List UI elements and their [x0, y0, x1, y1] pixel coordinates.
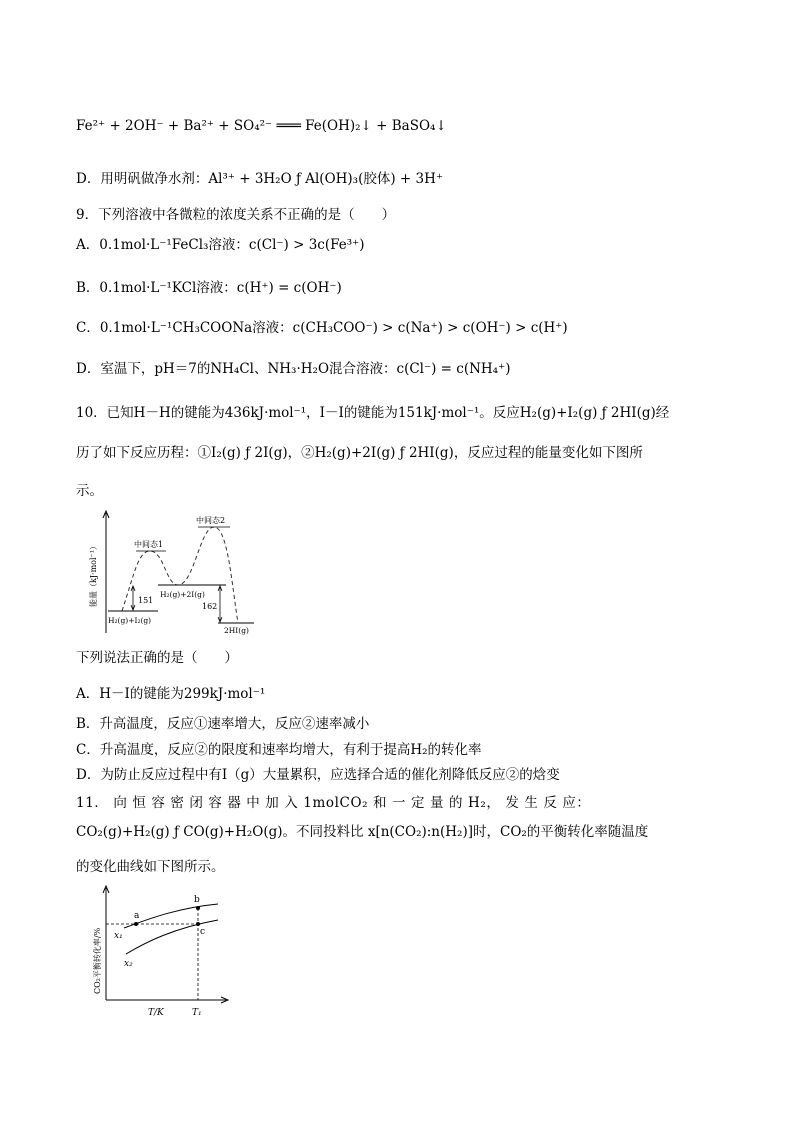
energy-diagram [86, 507, 256, 635]
label-product: 2HI(g) [224, 626, 249, 635]
line-q11-2: CO₂(g)+H₂(g) ƒ CO(g)+H₂O(g)。不同投料比 x[n(CO₂):n(H₂)]时，CO₂的平衡转化率随温度 [76, 824, 649, 840]
line-q9-a: A．0.1mol·L⁻¹FeCl₃溶液：c(Cl⁻) > 3c(Fe³⁺) [76, 237, 365, 253]
x-axis-label: T/K [148, 1008, 164, 1018]
line-q9: 9．下列溶液中各微粒的浓度关系不正确的是（ ） [76, 207, 396, 223]
label-reactant: H₂(g)+I₂(g) [108, 616, 152, 625]
line-q11-1: 11． 向 恒 容 密 闭 容 器 中 加 入 1molCO₂ 和 一 定 量 的 H₂， 发 生 反 应： [76, 795, 591, 811]
line-q9-b: B．0.1mol·L⁻¹KCl溶液：c(H⁺) = c(OH⁻) [76, 280, 342, 296]
label-x2: x₂ [124, 959, 133, 969]
label-b: b [194, 895, 200, 905]
line-q10-d: D．为防止反应过程中有I（g）大量累积，应选择合适的催化剂降低反应②的焓变 [76, 767, 560, 783]
line-q10-c: C．升高温度，反应②的限度和速率均增大，有利于提高H₂的转化率 [76, 742, 482, 758]
line-q9-d: D．室温下，pH＝7的NH₄Cl、NH₃·H₂O混合溶液：c(Cl⁻) = c(NH₄⁺) [76, 361, 511, 377]
point-c [196, 922, 200, 926]
conversion-chart [86, 882, 236, 1022]
label-c: c [200, 927, 206, 937]
curve-x2 [126, 920, 218, 954]
y-axis-label: CO₂平衡转化率/% [93, 927, 102, 994]
line-q10-b: B．升高温度，反应①速率增大，反应②速率减小 [76, 716, 370, 732]
y-axis-label: 能量（kJ·mol⁻¹） [89, 542, 98, 607]
label-a: a [134, 911, 140, 921]
line-q9-c: C．0.1mol·L⁻¹CH₃COONa溶液：c(CH₃COO⁻) > c(Na⁺) > c(OH⁻) > c(H⁺) [76, 320, 568, 336]
t1-label: T₁ [192, 1008, 202, 1018]
line-q10-1: 10．已知H－H的键能为436kJ·mol⁻¹，I－I的键能为151kJ·mol⁻¹。反应H₂(g)+I₂(g) ƒ 2HI(g)经 [76, 405, 670, 421]
line-q10-a: A．H－I的键能为299kJ·mol⁻¹ [76, 686, 266, 702]
line-eq-cont: Fe²⁺ + 2OH⁻ + Ba²⁺ + SO₄²⁻ ═══ Fe(OH)₂↓ + BaSO₄↓ [76, 118, 447, 134]
line-q8-d: D．用明矾做净水剂：Al³⁺ + 3H₂O ƒ Al(OH)₃(胶体) + 3H⁺ [76, 171, 444, 187]
line-q11-3: 的变化曲线如下图所示。 [76, 859, 225, 875]
label-x1: x₁ [114, 931, 123, 941]
line-q10-2: 历了如下反应历程：①I₂(g) ƒ 2I(g)，②H₂(g)+2I(g) ƒ 2HI(g)，反应过程的能量变化如下图所 [76, 445, 643, 461]
point-a [134, 922, 138, 926]
label-151: 151 [138, 596, 154, 605]
label-mid1: 中间态1 [134, 540, 164, 549]
point-b [196, 906, 200, 910]
line-q10-ask: 下列说法正确的是（ ） [76, 650, 238, 666]
label-mid2: 中间态2 [196, 516, 226, 525]
label-intermediate: H₂(g)+2I(g) [160, 590, 205, 599]
line-q10-3: 示。 [76, 483, 103, 499]
label-162: 162 [202, 602, 218, 611]
